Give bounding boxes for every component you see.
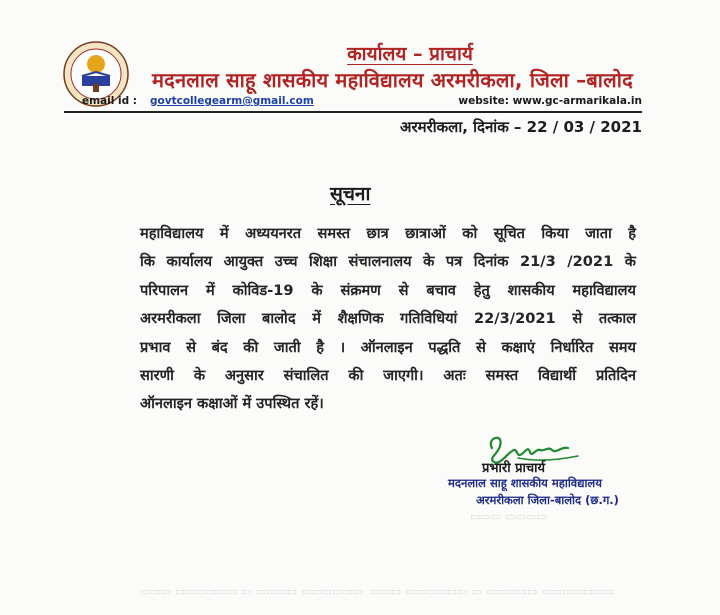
notice-line: प्रभाव से बंद की जाती है । ऑनलाइन पद्धति से कक्षाएं निर्धारित समय [140, 338, 636, 356]
notice-body [140, 220, 636, 419]
contact-row [82, 95, 642, 111]
notice-line: सारणी के अनुसार संचालित की जाएगी। अतः समस्त विद्यार्थी प्रतिदिन [140, 367, 636, 385]
email-link[interactable]: govtcollegearm@gmail.com [150, 95, 314, 107]
notice-line: महाविद्यालय में अध्ययनरत समस्त छात्र छात्राओं को सूचित किया जाता है [140, 225, 636, 242]
bleed-through-text: ▭▭▭ ▭▭▭▭▭▭ ▭ ▭▭▭▭▭ ▭▭▭▭▭▭▭ [370, 585, 614, 598]
stamp-college-name: मदनलाल साहू शासकीय महाविद्यालय [448, 476, 602, 490]
notice-line: अरमरीकला जिला बालोद में शैक्षणिक गतिविधियां 22/3/2021 से तत्काल [140, 310, 636, 328]
notice-heading: सूचना [330, 183, 371, 205]
notice-line: ऑनलाइन कक्षाओं में उपस्थित रहें। [140, 395, 324, 413]
college-name: मदनलाल साहू शासकीय महाविद्यालय अरमरीकला, जिला –बालोद [152, 68, 633, 92]
bleed-through-text: ▭▭▭ ▭▭▭▭ [470, 510, 547, 523]
notice-line: परिपालन में कोविड-19 के संक्रमण से बचाव हेतु शासकीय महाविद्यालय [140, 281, 636, 299]
notice-line: कि कार्यालय आयुक्त उच्च शिक्षा संचालनालय के पत्र दिनांक 21/3 /2021 के [140, 253, 636, 271]
website-text: website: www.gc-armarikala.in [458, 95, 642, 107]
office-title: कार्यालय – प्राचार्य [347, 43, 473, 65]
header-divider [64, 111, 642, 113]
place-and-date: अरमरीकला, दिनांक – 22 / 03 / 2021 [400, 118, 642, 136]
email-label: email id : [82, 95, 137, 107]
bleed-through-text: ▭▭▭ ▭▭▭▭▭▭ ▭ ▭▭▭▭ ▭▭▭▭▭▭ [140, 585, 364, 598]
signatory-title: प्रभारी प्राचार्य [482, 461, 546, 476]
stamp-place: अरमरीकला जिला-बालोद (छ.ग.) [476, 493, 619, 507]
